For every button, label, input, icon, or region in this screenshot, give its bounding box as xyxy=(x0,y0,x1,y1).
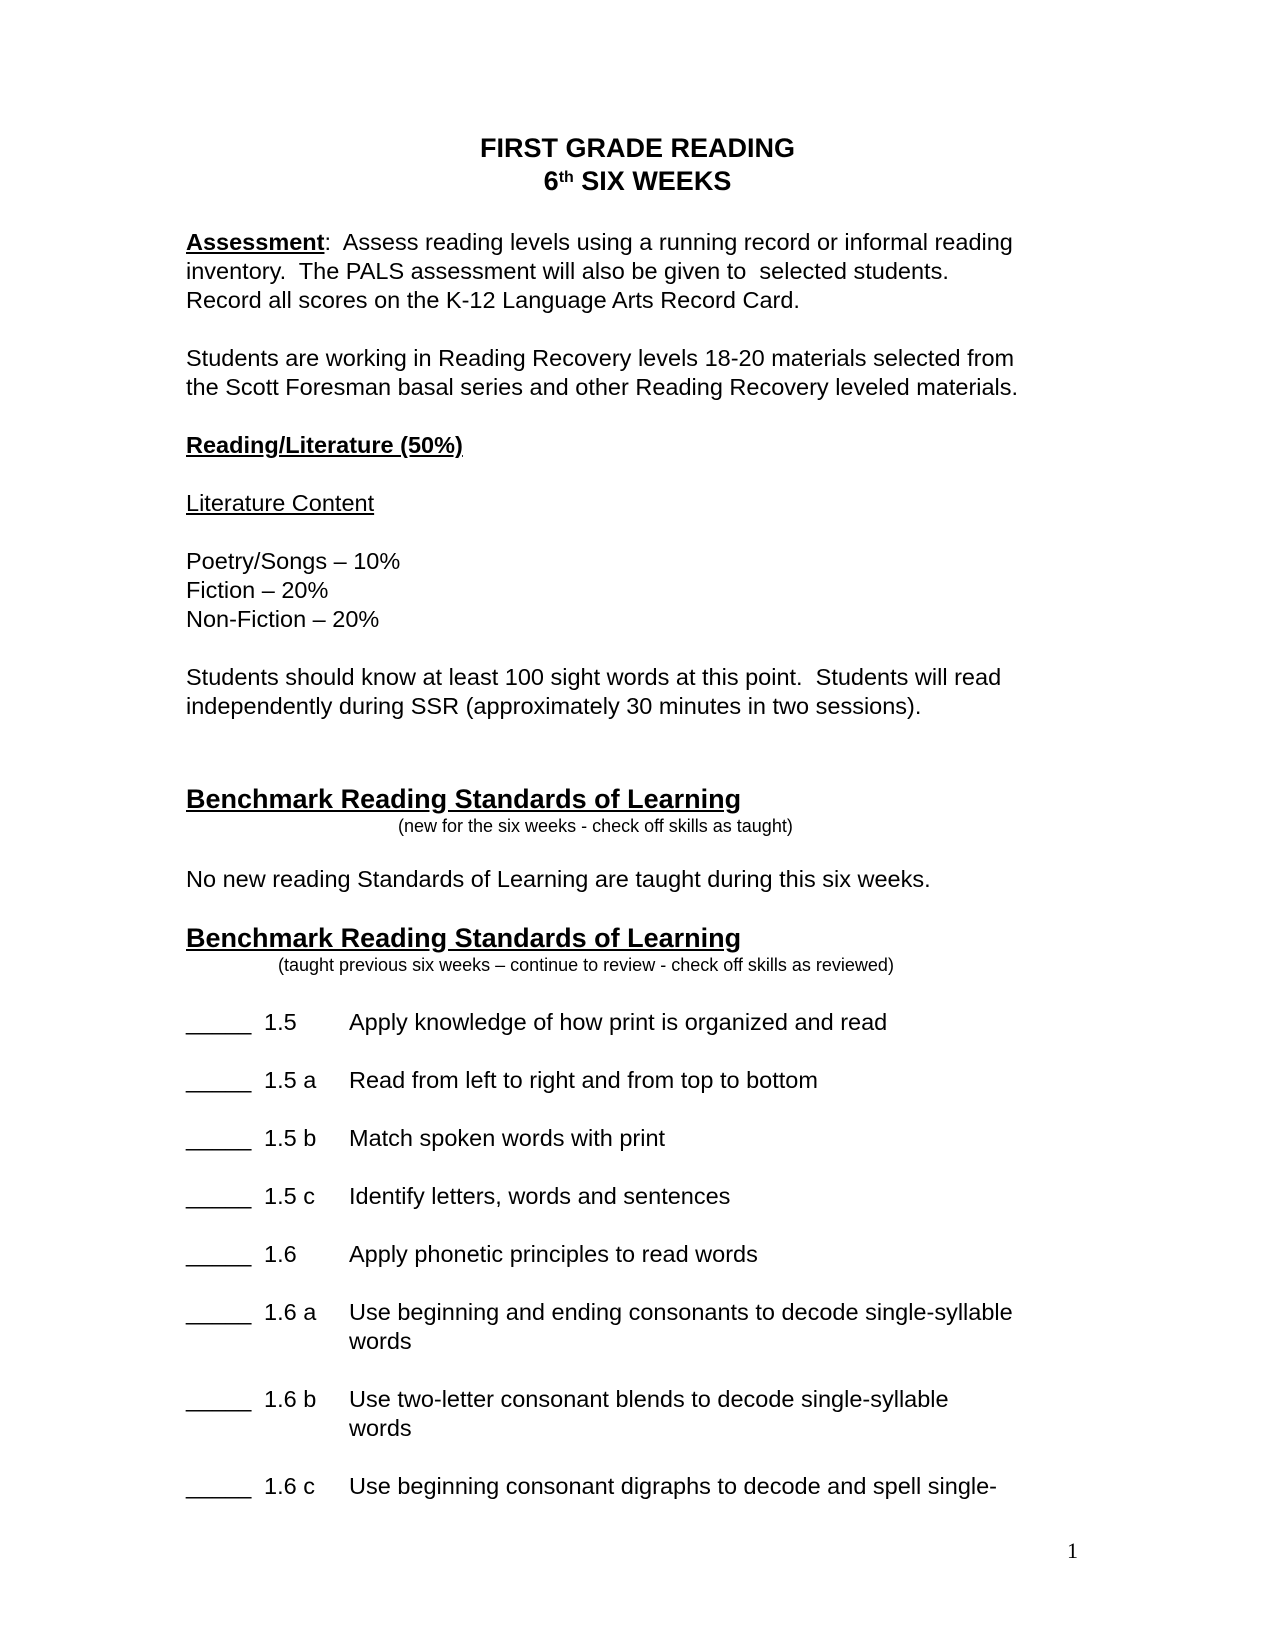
list-item xyxy=(186,1240,1086,1269)
title-line-1: FIRST GRADE READING xyxy=(479,133,795,163)
materials-line-2: the Scott Foresman basal series and other Reading Recovery leveled materials. xyxy=(186,374,1019,400)
standard-description: Identify letters, words and sentences xyxy=(349,1183,731,1209)
list-item: Poetry/Songs – 10% xyxy=(186,548,401,574)
sight-words-line-2: independently during SSR (approximately 30 minutes in two sessions). xyxy=(186,693,922,719)
assessment-label: Assessment xyxy=(186,229,325,255)
description-line-2: words xyxy=(349,1328,412,1354)
benchmark-new-body: No new reading Standards of Learning are taught during this six weeks. xyxy=(186,866,931,892)
standard-description: Apply phonetic principles to read words xyxy=(349,1241,758,1267)
standard-code: 1.6 xyxy=(264,1241,297,1267)
literature-content-subheading: Literature Content xyxy=(186,490,375,516)
document-title xyxy=(0,132,1275,198)
standard-code: 1.5 b xyxy=(264,1125,317,1151)
assessment-text-line-1: Assess reading levels using a running record or informal reading xyxy=(331,229,1013,255)
standard-description xyxy=(349,1298,1049,1356)
benchmark-previous-heading: Benchmark Reading Standards of Learning xyxy=(186,923,742,953)
materials-paragraph xyxy=(186,344,1086,402)
checkoff-blank: _____ xyxy=(186,1241,252,1267)
assessment-text-line-3: Record all scores on the K-12 Language Arts Record Card. xyxy=(186,287,800,313)
list-item: Fiction – 20% xyxy=(186,577,329,603)
standard-description: Use beginning consonant digraphs to decode and spell single- xyxy=(349,1473,998,1499)
standard-code: 1.6 b xyxy=(264,1386,317,1412)
list-item xyxy=(186,1008,1086,1037)
standard-description: Apply knowledge of how print is organized and read xyxy=(349,1009,888,1035)
reading-literature-heading: Reading/Literature (50%) xyxy=(186,432,463,458)
list-item xyxy=(186,1472,1086,1501)
literature-content-list xyxy=(186,547,1086,634)
list-item xyxy=(186,1124,1086,1153)
title-line-2 xyxy=(0,165,1275,198)
description-line-2: words xyxy=(349,1415,412,1441)
assessment-paragraph xyxy=(186,228,1086,315)
document-body xyxy=(186,228,1086,1501)
checkoff-blank: _____ xyxy=(186,1067,252,1093)
checkoff-blank: _____ xyxy=(186,1183,252,1209)
standard-description: Match spoken words with print xyxy=(349,1125,666,1151)
description-line-1: Use two-letter consonant blends to decode single-syllable xyxy=(349,1386,949,1412)
title-rest: SIX WEEKS xyxy=(573,166,732,196)
standard-code: 1.6 a xyxy=(264,1299,317,1325)
standards-checklist xyxy=(186,1008,1086,1501)
list-item xyxy=(186,1385,1086,1443)
title-superscript: th xyxy=(558,169,574,186)
standard-code: 1.5 a xyxy=(264,1067,317,1093)
assessment-colon: : xyxy=(324,229,331,255)
page-number: 1 xyxy=(1067,1538,1078,1563)
materials-line-1: Students are working in Reading Recovery levels 18-20 materials selected from xyxy=(186,345,1015,371)
assessment-text-line-2: inventory. The PALS assessment will also be given to selected students. xyxy=(186,258,949,284)
checkoff-blank: _____ xyxy=(186,1386,252,1412)
standard-description xyxy=(349,1385,1049,1443)
checkoff-blank: _____ xyxy=(186,1009,252,1035)
standard-code: 1.5 c xyxy=(264,1183,315,1209)
standard-code: 1.6 c xyxy=(264,1473,315,1499)
standard-description: Read from left to right and from top to bottom xyxy=(349,1067,818,1093)
benchmark-previous-note: (taught previous six weeks – continue to review - check off skills as reviewed) xyxy=(278,955,894,975)
benchmark-new-heading: Benchmark Reading Standards of Learning xyxy=(186,784,742,814)
list-item xyxy=(186,1298,1086,1356)
list-item: Non-Fiction – 20% xyxy=(186,606,380,632)
list-item xyxy=(186,1182,1086,1211)
checkoff-blank: _____ xyxy=(186,1299,252,1325)
checkoff-blank: _____ xyxy=(186,1473,252,1499)
title-number: 6 xyxy=(543,166,559,196)
sight-words-line-1: Students should know at least 100 sight words at this point. Students will read xyxy=(186,664,1002,690)
standard-code: 1.5 xyxy=(264,1009,297,1035)
sight-words-paragraph xyxy=(186,663,1086,721)
checkoff-blank: _____ xyxy=(186,1125,252,1151)
benchmark-new-note: (new for the six weeks - check off skills as taught) xyxy=(398,816,793,836)
description-line-1: Use beginning and ending consonants to decode single-syllable xyxy=(349,1299,1013,1325)
list-item xyxy=(186,1066,1086,1095)
